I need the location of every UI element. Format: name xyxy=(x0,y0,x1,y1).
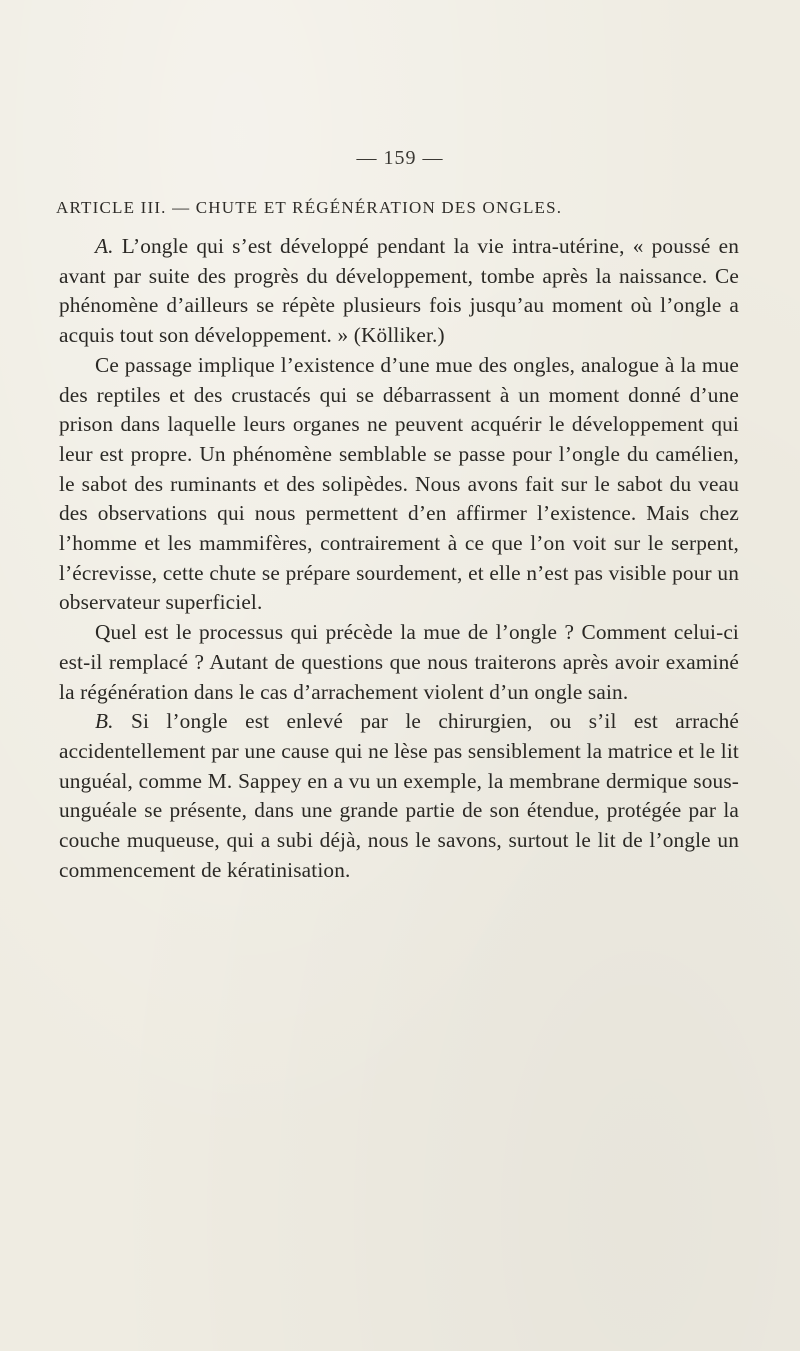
section-letter-b: B. xyxy=(95,709,114,734)
paragraph-3-text: Quel est le processus qui précède la mue de l’ongle ? Comment celui-ci est-il remplacé ? Autant de questions que nous traiterons après avoir examiné la régénération dans le cas d’arrachement violent d’un ongle sain. xyxy=(59,620,739,704)
paragraph-2 xyxy=(59,351,739,618)
paragraph-a-text: L’ongle qui s’est développé pendant la vie intra-utérine, « poussé en avant par suite des progrès du développement, tombe après la naissance. Ce phénomène d’ailleurs se répète plusieurs fois jusqu’au moment où l’ongle a acquis tout son développement. » (Kölliker.) xyxy=(59,234,739,348)
paragraph-a xyxy=(59,232,739,351)
page-number: — 159 — xyxy=(356,147,444,169)
paragraph-b-text: Si l’ongle est enlevé par le chirurgien, ou s’il est arraché accidentellement par une cause qui ne lèse pas sensiblement la matrice et le lit unguéal, comme M. Sappey en a vu un exemple, la membrane dermique sous-unguéale se présente, dans une grande partie de son étendue, protégée par la couche muqueuse, qui a subi déjà, nous le savons, surtout le lit de l’ongle un commencement de kératinisation. xyxy=(59,709,739,882)
body-text xyxy=(59,232,739,885)
paragraph-2-text: Ce passage implique l’existence d’une mue des ongles, analogue à la mue des reptiles et des crustacés qui se débarrassent à un moment donné d’une prison dans laquelle leurs organes ne peuvent acquérir le développement qui leur est propre. Un phénomène semblable se passe pour l’ongle du camélien, le sabot des ruminants et des solipèdes. Nous avons fait sur le sabot du veau des observations qui nous permettent d’en affirmer l’existence. Mais chez l’homme et les mammifères, contrairement à ce que l’on voit sur le serpent, l’écrevisse, cette chute se prépare sourdement, et elle n’est pas visible pour un observateur superficiel. xyxy=(59,352,739,615)
paragraph-b xyxy=(59,707,739,885)
paragraph-3 xyxy=(59,618,739,707)
article-heading: ARTICLE III. — CHUTE ET RÉGÉNÉRATION DES ONGLES. xyxy=(56,198,563,217)
section-letter-a: A. xyxy=(95,234,114,258)
